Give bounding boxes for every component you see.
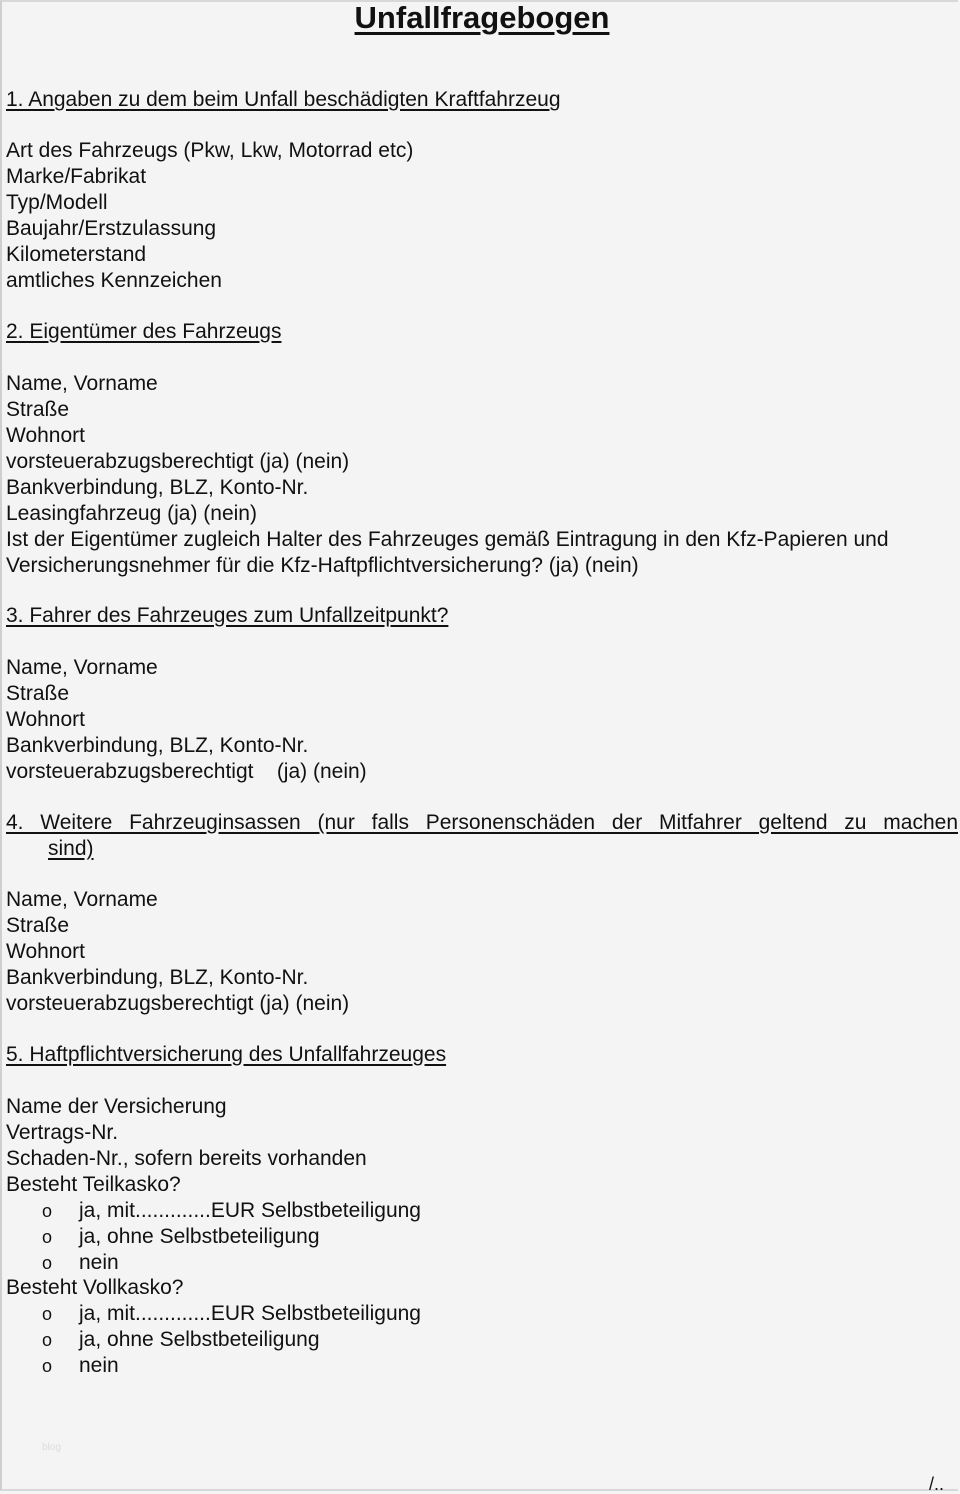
section-4-heading: 4. Weitere Fahrzeuginsassen (nur falls Personenschäden der Mitfahrer geltend zu machen [6, 811, 958, 834]
teilkasko-question: Besteht Teilkasko? [6, 1173, 181, 1196]
option-label: ja, ohne Selbstbeteiligung [79, 1225, 320, 1248]
driver-name: Name, Vorname [6, 656, 158, 679]
option-label: ja, mit.............EUR Selbstbeteiligung [79, 1302, 421, 1325]
vollkasko-question: Besteht Vollkasko? [6, 1276, 184, 1299]
section-2-heading: 2. Eigentümer des Fahrzeugs [6, 320, 282, 343]
document-title: Unfallfragebogen [354, 0, 610, 35]
teilkasko-option-no[interactable] [42, 1250, 119, 1276]
option-bullet-icon: o [42, 1201, 53, 1221]
owner-holder-question-line2: Versicherungsnehmer für die Kfz-Haftpflichtversicherung? (ja) (nein) [6, 554, 639, 577]
option-bullet-icon: o [42, 1227, 53, 1247]
field-year: Baujahr/Erstzulassung [6, 217, 217, 240]
owner-bank: Bankverbindung, BLZ, Konto-Nr. [6, 476, 309, 499]
section-5-heading: 5. Haftpflichtversicherung des Unfallfahrzeuges [6, 1043, 447, 1066]
passenger-bank: Bankverbindung, BLZ, Konto-Nr. [6, 966, 309, 989]
driver-city: Wohnort [6, 708, 85, 731]
field-model: Typ/Modell [6, 191, 108, 214]
field-make: Marke/Fabrikat [6, 165, 147, 188]
insurance-name: Name der Versicherung [6, 1095, 227, 1118]
section-3-heading: 3. Fahrer des Fahrzeuges zum Unfallzeitpunkt? [6, 604, 449, 627]
driver-street: Straße [6, 682, 70, 705]
field-license-plate: amtliches Kennzeichen [6, 269, 222, 292]
owner-holder-question-line1: Ist der Eigentümer zugleich Halter des Fahrzeuges gemäß Eintragung in den Kfz-Papieren und [6, 528, 889, 551]
contract-number: Vertrags-Nr. [6, 1121, 119, 1144]
field-mileage: Kilometerstand [6, 243, 147, 266]
claim-number: Schaden-Nr., sofern bereits vorhanden [6, 1147, 367, 1170]
option-bullet-icon: o [42, 1356, 53, 1376]
passenger-vat-deductible: vorsteuerabzugsberechtigt (ja) (nein) [6, 992, 350, 1015]
passenger-name: Name, Vorname [6, 888, 158, 911]
option-bullet-icon: o [42, 1253, 53, 1273]
watermark: blog [42, 1442, 61, 1453]
teilkasko-option-with-deductible[interactable] [42, 1198, 421, 1224]
vollkasko-option-without-deductible[interactable] [42, 1327, 320, 1353]
page-continuation-mark: /.. [928, 1474, 944, 1494]
option-label: ja, mit.............EUR Selbstbeteiligung [79, 1199, 421, 1222]
owner-street: Straße [6, 398, 70, 421]
owner-vat-deductible: vorsteuerabzugsberechtigt (ja) (nein) [6, 450, 350, 473]
driver-bank: Bankverbindung, BLZ, Konto-Nr. [6, 734, 309, 757]
option-label: ja, ohne Selbstbeteiligung [79, 1328, 320, 1351]
field-vehicle-type: Art des Fahrzeugs (Pkw, Lkw, Motorrad etc) [6, 139, 414, 162]
option-bullet-icon: o [42, 1304, 53, 1324]
owner-name: Name, Vorname [6, 372, 158, 395]
option-bullet-icon: o [42, 1330, 53, 1350]
section-1-heading: 1. Angaben zu dem beim Unfall beschädigten Kraftfahrzeug [6, 88, 561, 111]
vollkasko-option-with-deductible[interactable] [42, 1301, 421, 1327]
teilkasko-option-without-deductible[interactable] [42, 1224, 320, 1250]
passenger-street: Straße [6, 914, 70, 937]
owner-leasing: Leasingfahrzeug (ja) (nein) [6, 502, 257, 525]
driver-vat-deductible: vorsteuerabzugsberechtigt (ja) (nein) [6, 760, 367, 783]
vollkasko-option-no[interactable] [42, 1353, 119, 1379]
section-4-heading-continued: sind) [48, 837, 94, 860]
option-label: nein [79, 1354, 119, 1377]
passenger-city: Wohnort [6, 940, 85, 963]
option-label: nein [79, 1251, 119, 1274]
owner-city: Wohnort [6, 424, 85, 447]
